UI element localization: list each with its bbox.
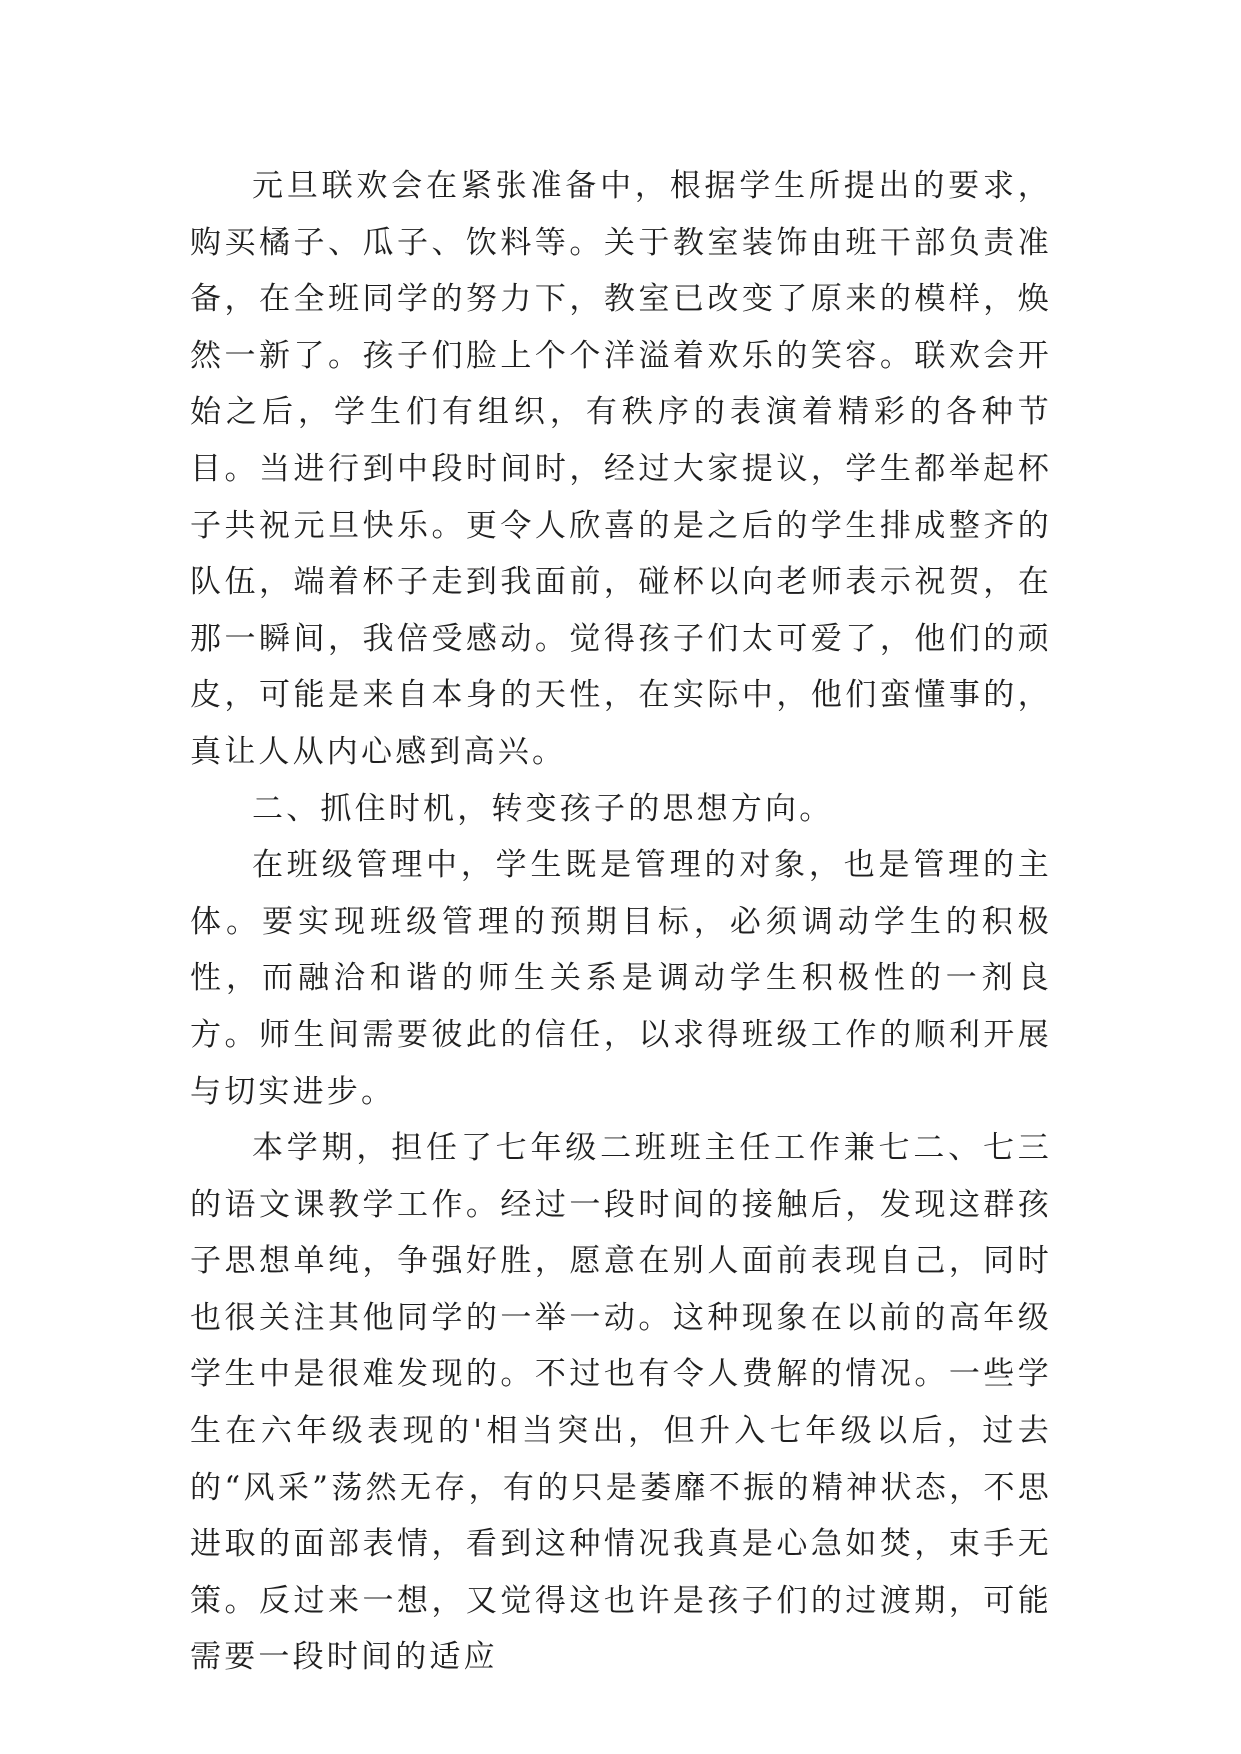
- paragraph-class-management: 在班级管理中，学生既是管理的对象，也是管理的主体。要实现班级管理的预期目标，必须调动学生的积极性，而融洽和谐的师生关系是调动学生积极性的一剂良方。师生间需要彼此的信任，以求得班级工作的顺利开展与切实进步。: [190, 847, 1052, 1110]
- section-heading: 二、抓住时机，转变孩子的思想方向。: [252, 790, 834, 827]
- paragraph-new-year-party: 元旦联欢会在紧张准备中，根据学生所提出的要求，购买橘子、瓜子、饮料等。关于教室装饰由班干部负责准备，在全班同学的努力下，教室已改变了原来的模样，焕然一新了。孩子们脸上个个洋溢着欢乐的笑容。联欢会开始之后，学生们有组织，有秩序的表演着精彩的各种节目。当进行到中段时间时，经过大家提议，学生都举起杯子共祝元旦快乐。更令人欣喜的是之后的学生排成整齐的队伍，端着杯子走到我面前，碰杯以向老师表示祝贺，在那一瞬间，我倍受感动。觉得孩子们太可爱了，他们的顽皮，可能是来自本身的天性，在实际中，他们蛮懂事的，真让人从内心感到高兴。: [190, 168, 1052, 770]
- document-body: [190, 158, 1052, 1686]
- paragraph-this-semester: 本学期，担任了七年级二班班主任工作兼七二、七三的语文课教学工作。经过一段时间的接触后，发现这群孩子思想单纯，争强好胜，愿意在别人面前表现自己，同时也很关注其他同学的一举一动。这种现象在以前的高年级学生中是很难发现的。不过也有令人费解的情况。一些学生在六年级表现的'相当突出，但升入七年级以后，过去的“风采”荡然无存，有的只是萎靡不振的精神状态，不思进取的面部表情，看到这种情况我真是心急如焚，束手无策。反过来一想，又觉得这也许是孩子们的过渡期，可能需要一段时间的适应: [190, 1130, 1052, 1676]
